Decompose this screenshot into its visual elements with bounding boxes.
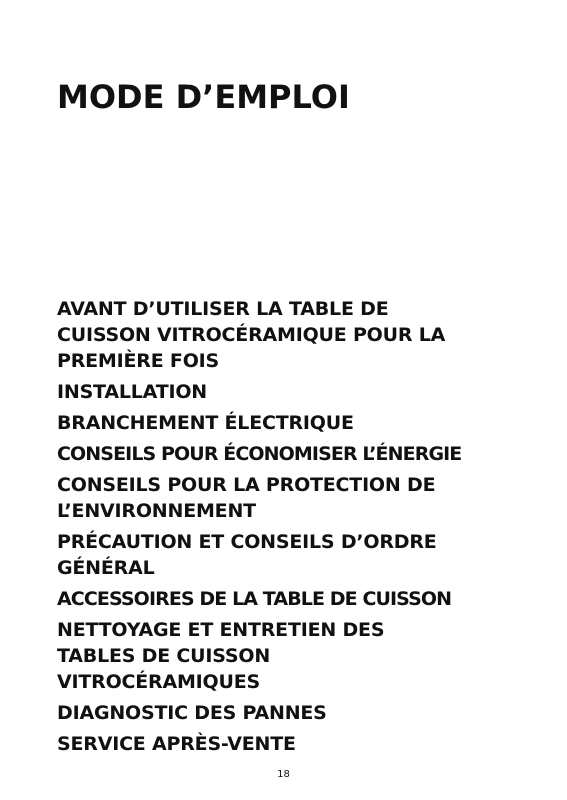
toc-item-conseils-environnement: CONSEILS POUR LA PROTECTION DE L’ENVIRONNEMENT	[57, 474, 436, 522]
toc-item-conseils-energie: CONSEILS POUR ÉCONOMISER L’ÉNERGIE	[57, 443, 462, 465]
toc-item-branchement: BRANCHEMENT ÉLECTRIQUE	[57, 412, 354, 434]
toc-item-service: SERVICE APRÈS-VENTE	[57, 733, 296, 755]
toc-item-nettoyage: NETTOYAGE ET ENTRETIEN DES TABLES DE CUISSON VITROCÉRAMIQUES	[57, 619, 385, 693]
page-number: 18	[277, 769, 290, 780]
toc-item-diagnostic: DIAGNOSTIC DES PANNES	[57, 702, 327, 724]
table-of-contents	[57, 296, 527, 762]
toc-item-avant-utiliser: AVANT D’UTILISER LA TABLE DE CUISSON VITROCÉRAMIQUE POUR LA PREMIÈRE FOIS	[57, 298, 446, 372]
toc-item-precaution: PRÉCAUTION ET CONSEILS D’ORDRE GÉNÉRAL	[57, 531, 437, 579]
toc-item-installation: INSTALLATION	[57, 381, 207, 403]
page-title: MODE D’EMPLOI	[57, 78, 350, 116]
toc-item-accessoires: ACCESSOIRES DE LA TABLE DE CUISSON	[57, 588, 452, 610]
